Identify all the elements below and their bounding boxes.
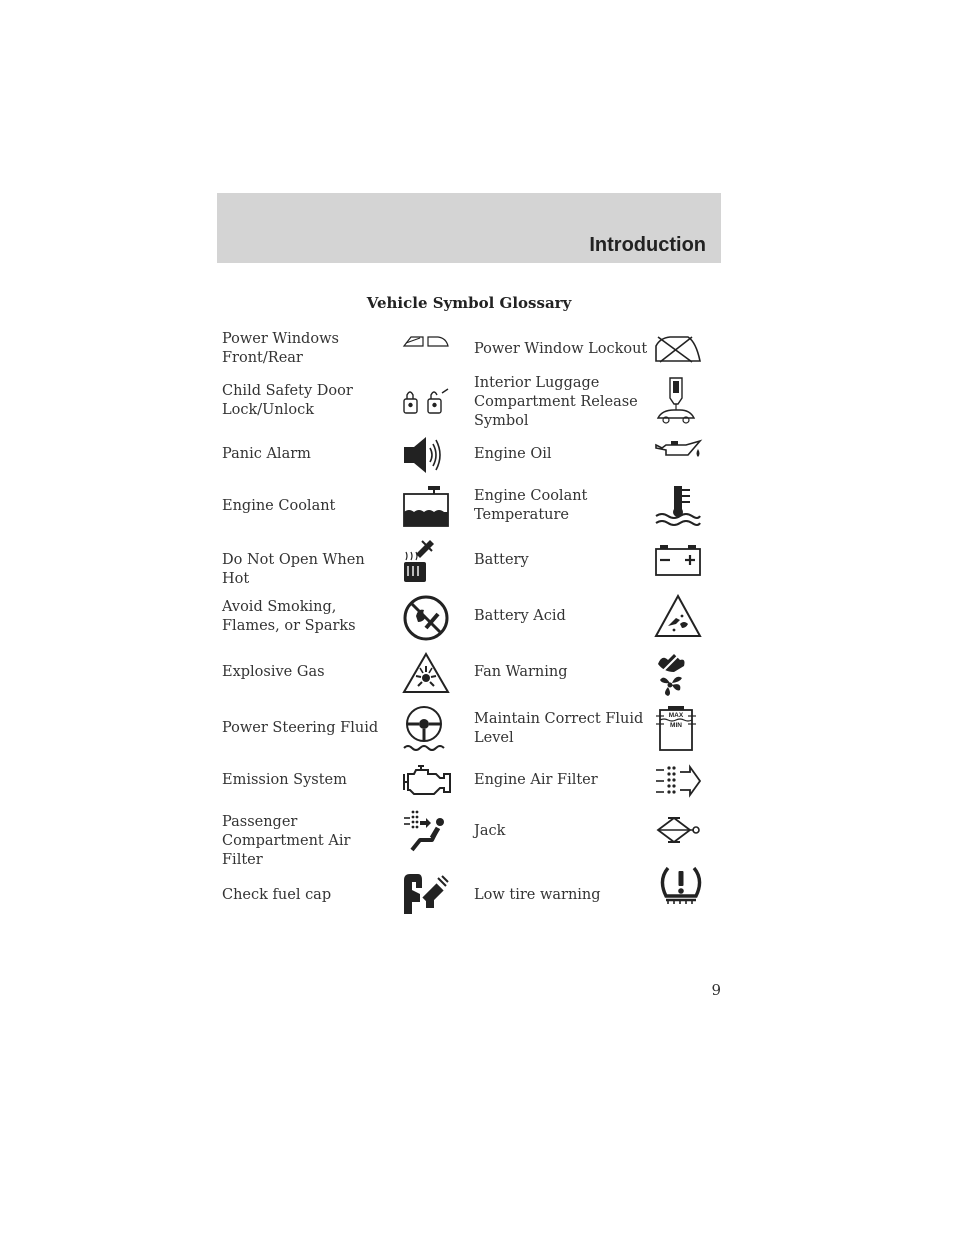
glossary-label: Fan Warning	[474, 664, 568, 680]
fuel-cap-icon	[402, 872, 450, 916]
glossary-label: Power Window Lockout	[474, 341, 648, 357]
cabin-filter-icon	[402, 808, 448, 854]
trunk-release-icon	[654, 376, 698, 428]
engine-icon	[402, 764, 452, 798]
fan-warning-icon	[654, 650, 688, 698]
glossary-label: Engine Coolant	[222, 498, 336, 514]
glossary-label: Panic Alarm	[222, 446, 311, 462]
glossary-label: Power Steering Fluid	[222, 720, 379, 736]
glossary-label: Passenger Compartment Air Filter	[222, 814, 351, 868]
section-title: Introduction	[589, 234, 706, 256]
battery-acid-icon	[654, 594, 702, 638]
glossary-label: Interior Luggage Compartment Release Symbol	[474, 375, 638, 429]
coolant-reservoir-icon	[402, 484, 450, 528]
glossary-label: Do Not Open When Hot	[222, 552, 365, 587]
section-header	[217, 193, 721, 263]
jack-icon	[654, 816, 702, 844]
fluid-level-icon	[654, 704, 698, 754]
glossary-label: Engine Oil	[474, 446, 552, 462]
glossary-label: Jack	[474, 823, 506, 839]
fluid-level-max-text: MAX	[668, 712, 684, 719]
oil-can-icon	[654, 439, 704, 463]
glossary-label: Check fuel cap	[222, 887, 332, 903]
glossary-label: Child Safety Door Lock/Unlock	[222, 383, 353, 418]
hot-cap-icon	[402, 538, 436, 584]
glossary-label: Engine Coolant Temperature	[474, 488, 588, 523]
fluid-level-min-text: MIN	[670, 722, 682, 729]
page-number: 9	[711, 981, 721, 999]
glossary-label: Power Windows Front/Rear	[222, 331, 339, 366]
glossary-label: Emission System	[222, 772, 347, 788]
battery-icon	[654, 543, 702, 577]
glossary-label: Explosive Gas	[222, 664, 325, 680]
tire-pressure-icon	[656, 862, 706, 906]
air-filter-icon	[654, 764, 702, 798]
child-lock-icon	[402, 386, 452, 416]
glossary-label: Engine Air Filter	[474, 772, 598, 788]
glossary-label: Battery Acid	[474, 608, 566, 624]
glossary-label: Battery	[474, 552, 529, 568]
speaker-icon	[402, 434, 450, 476]
glossary-title: Vehicle Symbol Glossary	[366, 294, 572, 312]
window-lockout-icon	[654, 334, 702, 364]
glossary-label: Avoid Smoking, Flames, or Sparks	[222, 599, 356, 634]
no-smoking-icon	[402, 594, 450, 642]
glossary-label: Low tire warning	[474, 887, 601, 903]
coolant-temp-icon	[654, 484, 702, 528]
steering-fluid-icon	[402, 704, 446, 754]
power-windows-icon	[402, 334, 450, 348]
glossary-label: Maintain Correct Fluid Level	[474, 711, 644, 746]
explosive-gas-icon	[402, 652, 450, 694]
